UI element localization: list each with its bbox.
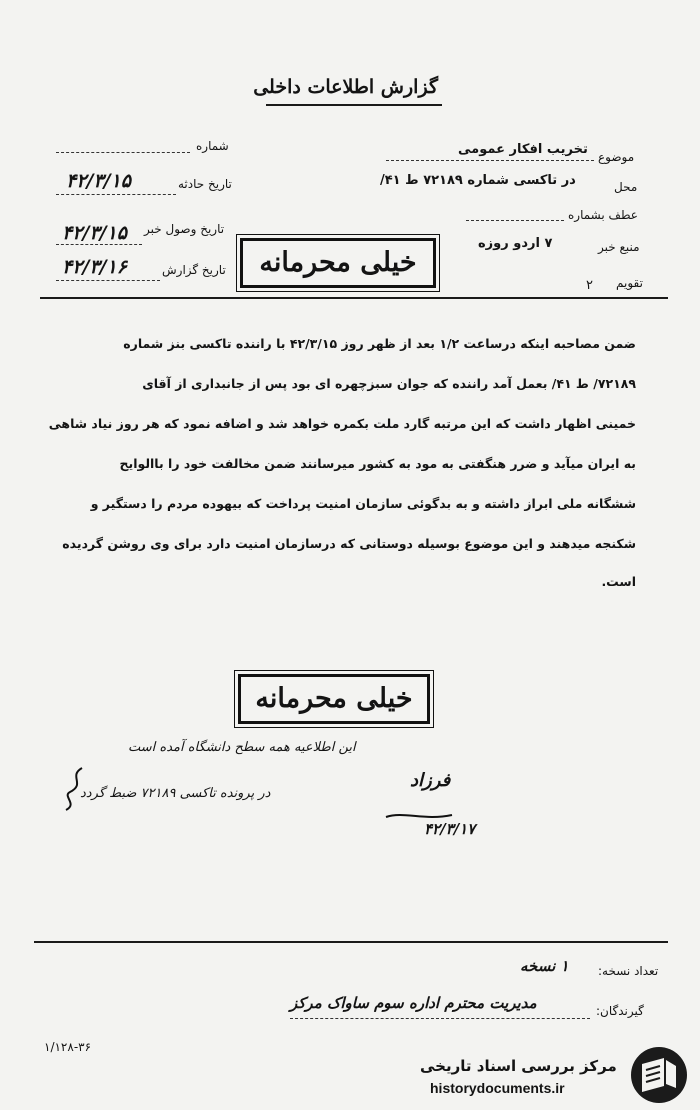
archive-code: ۱/۱۲۸-۳۶ — [44, 1040, 92, 1054]
number-label: شماره — [196, 139, 229, 153]
report-date-value: ۴۲/۳/۱۶ — [62, 256, 127, 278]
confidential-stamp-middle: خیلی محرمانه — [238, 674, 430, 724]
copies-value: ۱ نسخه — [520, 957, 569, 975]
handwritten-note-line1: این اطلاعیه همه سطح دانشگاه آمده است — [128, 740, 356, 755]
handwritten-note-line2: در پرونده تاکسی ۷۲۱۸۹ ضبط گردد — [80, 786, 271, 801]
place-label: محل — [614, 180, 638, 194]
body-line-5: ششگانه ملی ابراز داشته و به بدگوئی سازمان امنیت پرداخت که بیهوده مردم را دستگیر و — [90, 496, 636, 511]
archive-logo-icon — [628, 1044, 690, 1110]
recipients-value: مدیریت محترم اداره سوم ساواک مرکز — [290, 994, 537, 1012]
incident-date-label: تاریخ حادثه — [178, 177, 232, 191]
recipients-label: گیرندگان: — [596, 1004, 644, 1018]
header-separator — [40, 297, 668, 299]
body-line-6: شکنجه میدهند و این موضوع بوسیله دوستانی که درسازمان امنیت دارد برای وی روشن گردیده — [62, 536, 636, 551]
receipt-date-line — [56, 244, 142, 245]
number-line — [56, 152, 190, 153]
watermark-org-name: مرکز بررسی اسناد تاریخی — [420, 1057, 617, 1075]
attachment-line — [466, 220, 564, 221]
confidential-stamp-top: خیلی محرمانه — [240, 238, 436, 288]
incident-date-value: ۴۲/۳/۱۵ — [66, 170, 131, 192]
footer-separator — [34, 941, 668, 943]
signature-date: ۴۲/۳/۱۷ — [424, 820, 476, 838]
watermark-site: historydocuments.ir — [430, 1080, 565, 1096]
subject-value: تخریب افکار عمومی — [458, 142, 588, 157]
note-scribble — [60, 766, 90, 816]
rating-value: ۲ — [586, 278, 593, 293]
handwritten-signature: فرزاد — [410, 770, 451, 791]
document-title: گزارش اطلاعات داخلی — [253, 76, 438, 98]
recipients-line — [290, 1018, 590, 1019]
receipt-date-label: تاریخ وصول خبر — [144, 222, 225, 236]
body-line-1: ضمن مصاحبه اینکه درساعت ۱/۲ بعد از ظهر روز ۴۲/۳/۱۵ با راننده تاکسی بنز شماره — [123, 336, 636, 351]
report-date-line — [56, 280, 160, 281]
rating-label: تقویم — [616, 276, 643, 290]
body-line-2: ۷۲۱۸۹/ ط ۴۱/ بعمل آمد راننده که جوان سبزچهره ای بود پس از جانبداری از آقای — [142, 376, 636, 391]
source-value: ۷ اردو روزه — [478, 236, 553, 251]
place-value: در تاکسی شماره ۷۲۱۸۹ ط ۴۱/ — [380, 173, 576, 188]
source-label: منبع خبر — [598, 240, 640, 254]
subject-label: موضوع — [598, 150, 635, 164]
receipt-date-value: ۴۲/۳/۱۵ — [62, 222, 127, 244]
body-line-3: خمینی اظهار داشت که این مرتبه گارد ملت بکمره خواهد شد و اضافه نمود که هر روز نیاد شاهی — [48, 416, 636, 431]
attachment-label: عطف بشماره — [568, 208, 638, 222]
report-date-label: تاریخ گزارش — [162, 263, 226, 277]
body-line-7: است. — [601, 574, 636, 589]
incident-date-line — [56, 194, 176, 195]
copies-label: تعداد نسخه: — [598, 964, 659, 978]
body-line-4: به ایران میآید و ضرر هنگفتی به مود به کشور میرسانند ضمن مخالفت خود را باالوایح — [119, 456, 636, 471]
subject-line — [386, 160, 594, 161]
title-underline — [266, 104, 442, 106]
